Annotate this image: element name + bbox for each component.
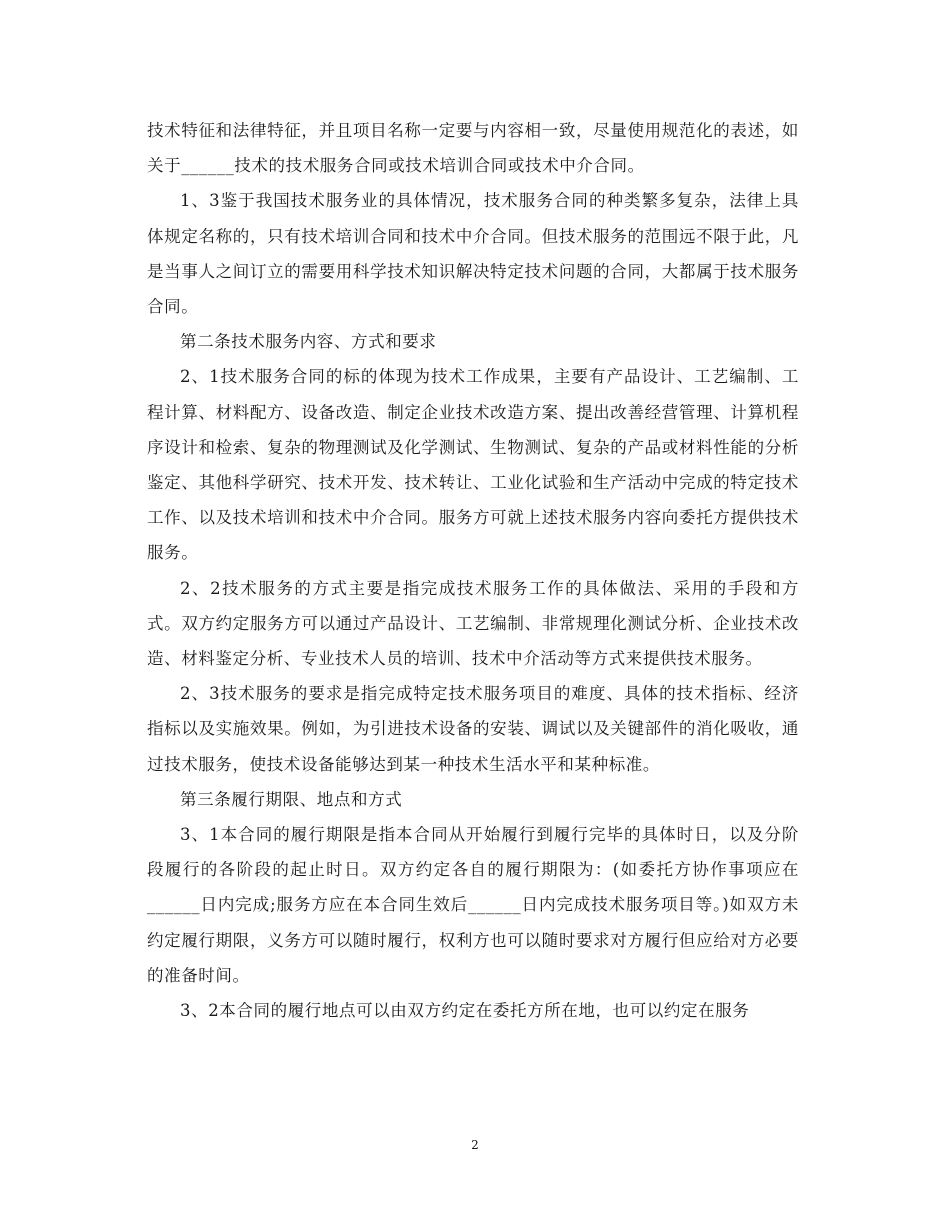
paragraph-1-3: 1、3鉴于我国技术服务业的具体情况，技术服务合同的种类繁多复杂，法律上具体规定名称的，只有技术培训合同和技术中介合同。但技术服务的范围远不限于此，凡是当事人之间订立的需要用科学技术知识解决特定技术问题的合同，大都属于技术服务合同。 [147, 191, 799, 317]
page-number: 2 [471, 1138, 479, 1152]
paragraph-2-3: 2、3技术服务的要求是指完成特定技术服务项目的难度、具体的技术指标、经济指标以及实施效果。例如，为引进技术设备的安装、调试以及关键部件的消化吸收，通过技术服务，使技术设备能够达到某一种技术生活水平和某种标准。 [147, 684, 799, 774]
section-heading-article-3: 第三条履行期限、地点和方式 [180, 789, 403, 809]
paragraph-2-2: 2、2技术服务的方式主要是指完成技术服务工作的具体做法、采用的手段和方式。双方约定服务方可以通过产品设计、工艺编制、非常规理化测试分析、企业技术改造、材料鉴定分析、专业技术人员的培训、技术中介活动等方式来提供技术服务。 [147, 578, 799, 669]
paragraph-3-2: 3、2本合同的履行地点可以由双方约定在委托方所在地，也可以约定在服务 [180, 1001, 750, 1021]
paragraph-3-1: 3、1本合同的履行期限是指本合同从开始履行到履行完毕的具体时日，以及分阶段履行的各阶段的起止时日。双方约定各自的履行期限为：(如委托方协作事项应在______日内完成;服务方应在本合同生效后______日内完成技术服务项目等。)如双方未约定履行期限，义务方可以随时履行，权利方也可以随时要求对方履行但应给对方必要的准备时间。 [147, 825, 799, 985]
document-body [147, 113, 799, 1028]
section-heading-article-2: 第二条技术服务内容、方式和要求 [180, 332, 437, 352]
paragraph-continuation: 技术特征和法律特征，并且项目名称一定要与内容相一致，尽量使用规范化的表述，如关于______技术的技术服务合同或技术培训合同或技术中介合同。 [147, 121, 799, 176]
paragraph-2-1: 2、1技术服务合同的标的体现为技术工作成果，主要有产品设计、工艺编制、工程计算、材料配方、设备改造、制定企业技术改造方案、提出改善经营管理、计算机程序设计和检索、复杂的物理测试及化学测试、生物测试、复杂的产品或材料性能的分析鉴定、其他科学研究、技术开发、技术转让、工业化试验和生产活动中完成的特定技术工作、以及技术培训和技术中介合同。服务方可就上述技术服务内容向委托方提供技术服务。 [147, 367, 799, 563]
